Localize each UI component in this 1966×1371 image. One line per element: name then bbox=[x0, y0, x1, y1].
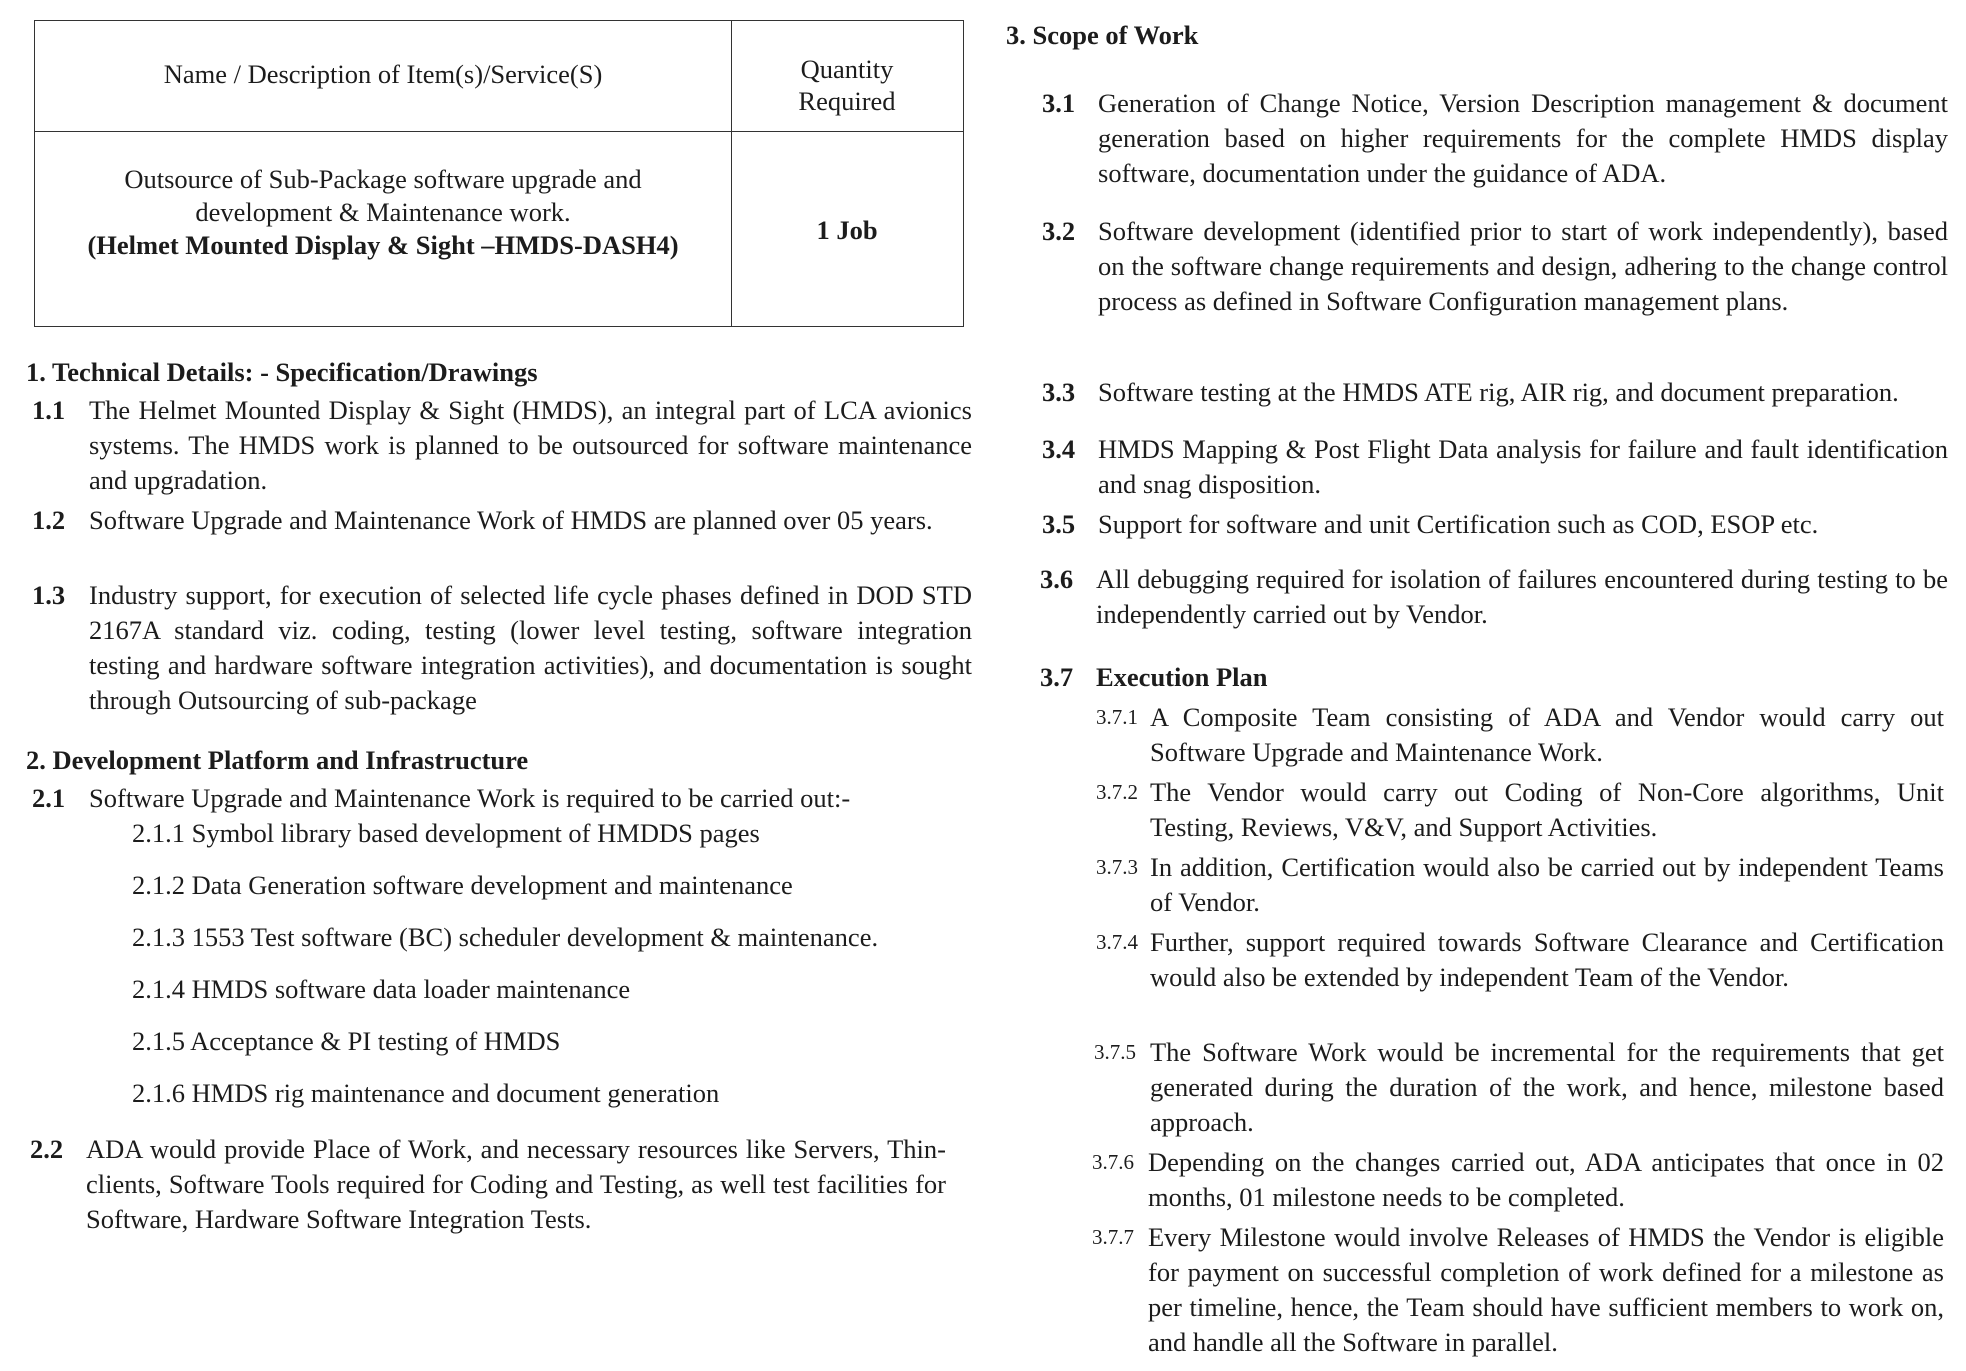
item-3-2-number: 3.2 bbox=[1042, 216, 1076, 246]
plan-item-3-7-7-number: 3.7.7 bbox=[1092, 1225, 1134, 1249]
plan-item-3-7-3-text: In addition, Certification would also be carried out by independent Teams of Vendor. bbox=[1150, 852, 1944, 917]
item-3-5-number: 3.5 bbox=[1042, 509, 1076, 539]
plan-item-3-7-6-text: Depending on the changes carried out, ADA anticipates that once in 02 months, 01 milestone needs to be completed. bbox=[1148, 1147, 1944, 1212]
item-table bbox=[34, 20, 964, 327]
plan-item-3-7-2-text: The Vendor would carry out Coding of Non-Core algorithms, Unit Testing, Reviews, V&V, and Support Activities. bbox=[1150, 777, 1944, 842]
item-1-1-text: The Helmet Mounted Display & Sight (HMDS), an integral part of LCA avionics systems. The HMDS work is planned to be outsourced for software maintenance and upgradation. bbox=[89, 395, 972, 495]
description-bold: (Helmet Mounted Display & Sight –HMDS-DASH4) bbox=[87, 230, 679, 260]
section3-heading: 3. Scope of Work bbox=[1006, 20, 1199, 50]
description-line1: Outsource of Sub-Package software upgrade and bbox=[124, 164, 642, 194]
item-3-2-text: Software development (identified prior to start of work independently), based on the software change requirements and design, adhering to the change control process as defined in Software Configuration management plans. bbox=[1098, 216, 1948, 316]
item-1-1-number: 1.1 bbox=[32, 395, 66, 425]
item-2-2-text: ADA would provide Place of Work, and necessary resources like Servers, Thin-clients, Software Tools required for Coding and Testing, as well test facilities for Software, Hardware Software Integration Tests. bbox=[86, 1134, 946, 1234]
plan-item-3-7-4-text: Further, support required towards Software Clearance and Certification would also be extended by independent Team of the Vendor. bbox=[1150, 927, 1944, 992]
item-3-4-text: HMDS Mapping & Post Flight Data analysis for failure and fault identification and snag disposition. bbox=[1098, 434, 1948, 499]
item-3-7-number: 3.7 bbox=[1040, 662, 1074, 692]
subitem-2-1-5: 2.1.5 Acceptance & PI testing of HMDS bbox=[132, 1026, 561, 1056]
table-header-quantity-line1: Quantity bbox=[800, 54, 894, 84]
item-3-5-text: Support for software and unit Certification such as COD, ESOP etc. bbox=[1098, 509, 1819, 539]
subitem-2-1-2: 2.1.2 Data Generation software development and maintenance bbox=[132, 870, 793, 900]
table-cell-description bbox=[35, 163, 731, 262]
plan-item-3-7-4-number: 3.7.4 bbox=[1096, 930, 1138, 954]
table-row-divider bbox=[35, 131, 963, 132]
plan-item-3-7-6-number: 3.7.6 bbox=[1092, 1150, 1134, 1174]
item-3-3-text: Software testing at the HMDS ATE rig, AIR rig, and document preparation. bbox=[1098, 377, 1899, 407]
section1-heading: 1. Technical Details: - Specification/Drawings bbox=[26, 357, 538, 387]
item-3-3-number: 3.3 bbox=[1042, 377, 1076, 407]
plan-item-3-7-1-number: 3.7.1 bbox=[1096, 705, 1138, 729]
item-2-1-number: 2.1 bbox=[32, 783, 66, 813]
table-cell-quantity: 1 Job bbox=[816, 215, 878, 245]
plan-item-3-7-7-text: Every Milestone would involve Releases of HMDS the Vendor is eligible for payment on successful completion of work defined for a milestone as per timeline, hence, the Team should have sufficient members to work on, and handle all the Software in parallel. bbox=[1148, 1222, 1944, 1357]
subitem-2-1-6: 2.1.6 HMDS rig maintenance and document generation bbox=[132, 1078, 720, 1108]
plan-item-3-7-3-number: 3.7.3 bbox=[1096, 855, 1138, 879]
subitem-2-1-3: 2.1.3 1553 Test software (BC) scheduler development & maintenance. bbox=[132, 922, 879, 952]
item-3-1-text: Generation of Change Notice, Version Description management & document generation based on higher requirements for the complete HMDS display software, documentation under the guidance of ADA. bbox=[1098, 88, 1948, 188]
table-header-description: Name / Description of Item(s)/Service(S) bbox=[163, 59, 603, 89]
item-3-6-number: 3.6 bbox=[1040, 564, 1074, 594]
table-header-quantity bbox=[731, 53, 963, 117]
item-1-3-text: Industry support, for execution of selected life cycle phases defined in DOD STD 2167A standard viz. coding, testing (lower level testing, software integration testing and hardware software integration activities), and documentation is sought through Outsourcing of sub-package bbox=[89, 580, 972, 715]
item-1-3-number: 1.3 bbox=[32, 580, 66, 610]
plan-item-3-7-5-text: The Software Work would be incremental for the requirements that get generated during the duration of the work, and hence, milestone based approach. bbox=[1150, 1037, 1944, 1137]
item-1-2-number: 1.2 bbox=[32, 505, 66, 535]
item-2-2-number: 2.2 bbox=[30, 1134, 64, 1164]
item-3-4-number: 3.4 bbox=[1042, 434, 1076, 464]
plan-item-3-7-1-text: A Composite Team consisting of ADA and Vendor would carry out Software Upgrade and Maintenance Work. bbox=[1150, 702, 1944, 767]
item-1-2-text: Software Upgrade and Maintenance Work of HMDS are planned over 05 years. bbox=[89, 505, 933, 535]
subitem-2-1-4: 2.1.4 HMDS software data loader maintenance bbox=[132, 974, 631, 1004]
section2-heading: 2. Development Platform and Infrastructure bbox=[26, 745, 529, 775]
description-line2: development & Maintenance work. bbox=[195, 197, 571, 227]
plan-item-3-7-5-number: 3.7.5 bbox=[1094, 1040, 1136, 1064]
table-header-quantity-line2: Required bbox=[798, 86, 896, 116]
subitem-2-1-1: 2.1.1 Symbol library based development of HMDDS pages bbox=[132, 818, 760, 848]
item-3-6-text: All debugging required for isolation of failures encountered during testing to be independently carried out by Vendor. bbox=[1096, 564, 1948, 629]
item-2-1-text: Software Upgrade and Maintenance Work is required to be carried out:- bbox=[89, 783, 851, 813]
plan-item-3-7-2-number: 3.7.2 bbox=[1096, 780, 1138, 804]
execution-plan-heading: Execution Plan bbox=[1096, 662, 1268, 692]
item-3-1-number: 3.1 bbox=[1042, 88, 1076, 118]
